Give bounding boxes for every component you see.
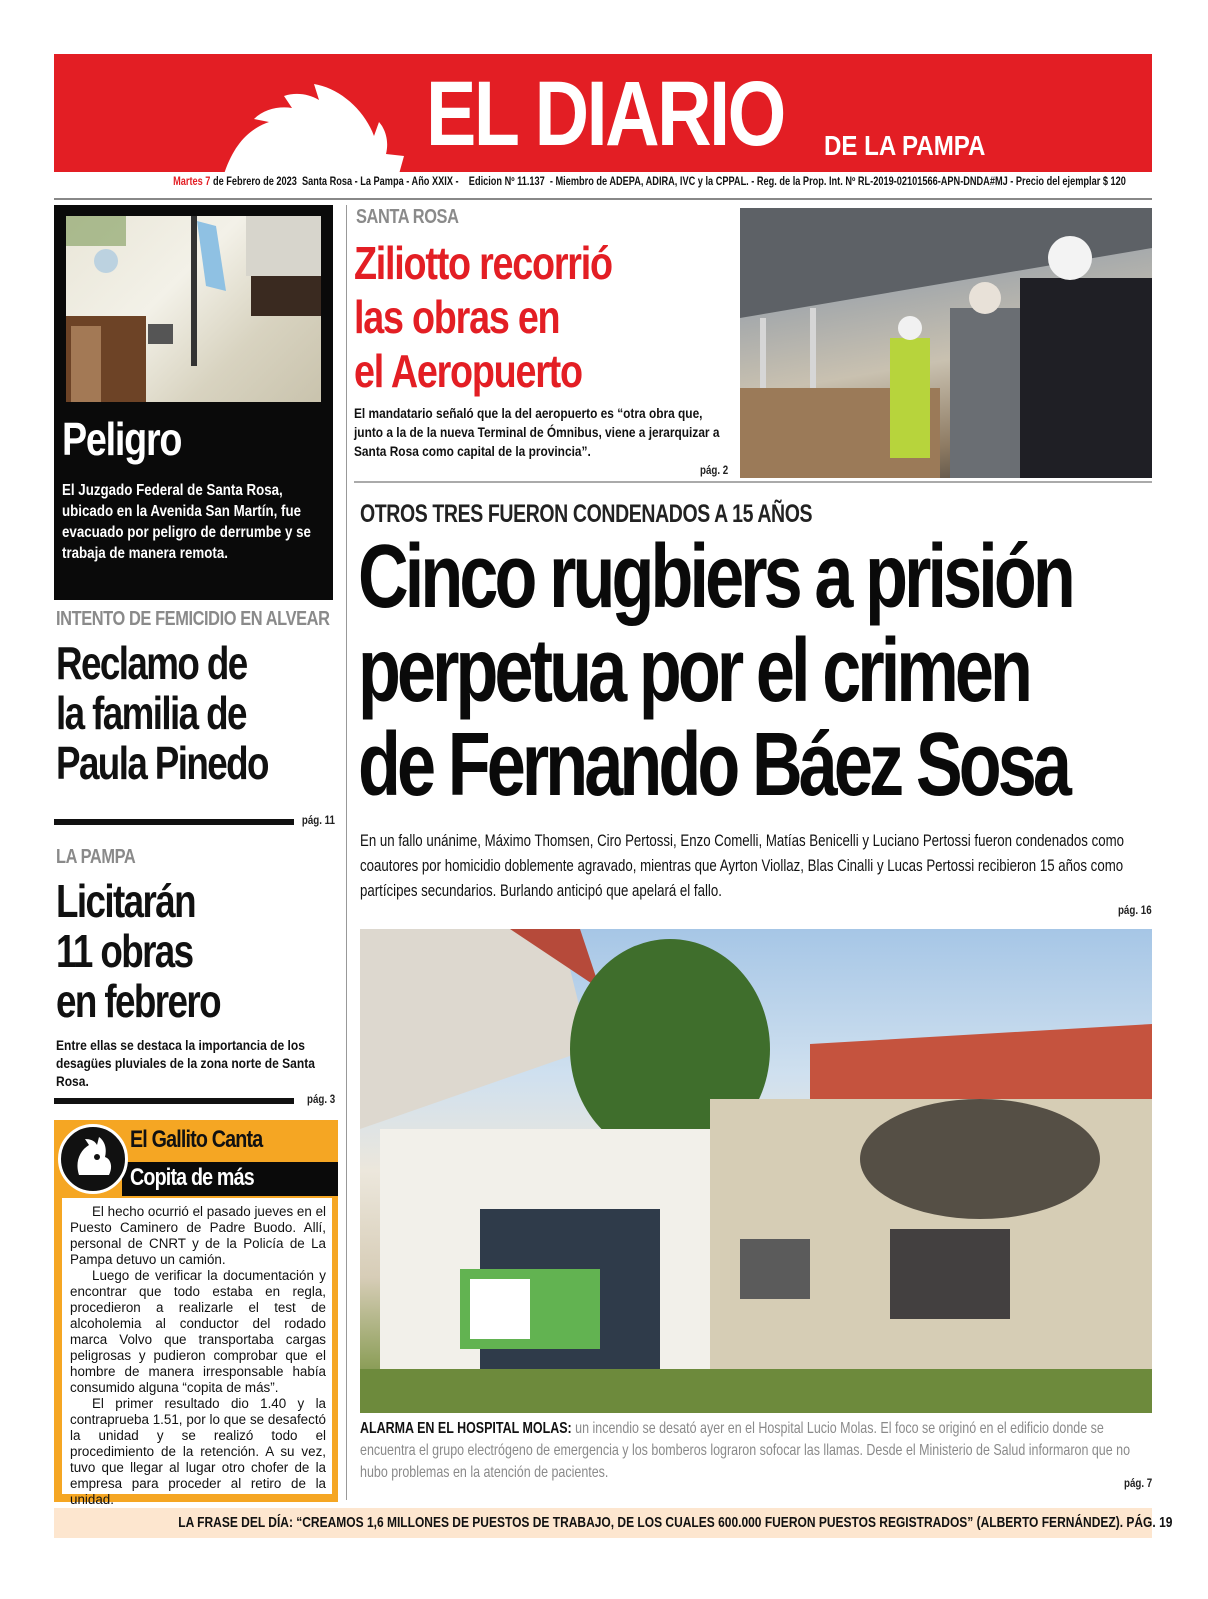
femicidio-page-link[interactable]: pág. 11 — [301, 815, 335, 827]
hospital-caption-lead: ALARMA EN EL HOSPITAL MOLAS: — [360, 1420, 572, 1437]
femicidio-headline-line: Reclamo de — [56, 637, 247, 689]
column-divider — [346, 205, 347, 1500]
main-headline[interactable] — [358, 527, 1072, 815]
ziliotto-page-link[interactable]: pág. 2 — [699, 465, 728, 477]
masthead-title: EL DIARIO — [426, 63, 784, 165]
hospital-caption — [360, 1418, 1140, 1484]
licitaran-kicker: LA PAMPA — [56, 846, 136, 868]
hospital-page-link[interactable]: pág. 7 — [1123, 1478, 1152, 1490]
ziliotto-headline-line: Ziliotto recorrió — [354, 237, 612, 289]
licitaran-headline-line: 11 obras — [56, 925, 193, 977]
issue-edition: Edicion Nº 11.137 — [468, 176, 545, 188]
gallito-paragraph: El primer resultado dio 1.40 y la contraprueba 1.51, por lo que se desafectó la unidad y se realizó todo el procedimiento de la retención. A su vez, tuvo que llegar al lugar otro chofer de la empresa para proceder al retiro de la unidad. — [70, 1396, 326, 1507]
femicidio-kicker: INTENTO DE FEMICIDIO EN ALVEAR — [56, 608, 330, 630]
ziliotto-kicker: SANTA ROSA — [356, 206, 459, 228]
femicidio-headline-line: la familia de — [56, 687, 246, 739]
gallito-paragraph: El hecho ocurrió el pasado jueves en el Puesto Caminero de Padre Buodo. Allí, personal de CNRT y de la Policía de La Pampa detuvo un camión. — [70, 1204, 326, 1267]
issue-location: Santa Rosa - La Pampa - Año XXIX - — [301, 176, 459, 188]
femicidio-headline[interactable] — [56, 638, 268, 788]
building-facade-icon — [66, 216, 321, 402]
ziliotto-headline-line: el Aeropuerto — [354, 345, 582, 397]
main-page-link[interactable]: pág. 16 — [1118, 905, 1152, 917]
licitaran-headline[interactable] — [56, 876, 220, 1026]
licitaran-page-link[interactable]: pág. 3 — [306, 1094, 335, 1106]
femicidio-headline-line: Paula Pinedo — [56, 737, 268, 789]
gallito-title: El Gallito Canta — [130, 1126, 263, 1153]
gallito-subtitle[interactable]: Copita de más — [130, 1164, 254, 1191]
issue-info-line — [54, 176, 1152, 196]
femicidio-rule — [54, 819, 294, 825]
main-summary: En un fallo unánime, Máximo Thomsen, Ciro Pertossi, Enzo Comelli, Matías Benicelli y Luciano Pertossi fueron condenados como coautores por homicidio doblemente agravado, mientras que Ayrton Viollaz, Blas Cinalli y Lucas Pertossi recibieron 15 años como partícipes secundarios. Burlando anticipó que apelará el fallo. — [360, 831, 1125, 900]
ziliotto-divider — [354, 481, 1152, 483]
issue-membership: - Miembro de ADEPA, ADIRA, IVC y la CPPAL. - Reg. de la Prop. Int. Nº RL-2019-02101566-APN-DNDA#MJ - Precio del ejemplar $ 120 — [549, 176, 1126, 188]
top-divider — [54, 198, 1152, 200]
masthead — [54, 54, 1152, 172]
ziliotto-headline-line: las obras en — [354, 291, 560, 343]
main-headline-line: de Fernando Báez Sosa — [358, 715, 1069, 815]
ziliotto-headline[interactable] — [354, 236, 612, 398]
licitaran-headline-line: Licitarán — [56, 875, 195, 927]
hospital-fire-image-icon — [360, 929, 1152, 1413]
main-headline-line: perpetua por el crimen — [358, 621, 1030, 721]
rooster-logo-icon — [214, 74, 404, 172]
hospital-photo[interactable] — [360, 929, 1152, 1413]
issue-date-day: Martes 7 — [173, 176, 211, 188]
licitaran-summary: Entre ellas se destaca la importancia de los desagües pluviales de la zona norte de Santa Rosa. — [56, 1037, 315, 1089]
peligro-photo[interactable] — [66, 216, 321, 402]
airport-visit-image-icon — [740, 208, 1152, 478]
ziliotto-photo[interactable] — [740, 208, 1152, 478]
main-headline-line: Cinco rugbiers a prisión — [358, 527, 1072, 627]
licitaran-headline-line: en febrero — [56, 975, 220, 1027]
gallito-article — [70, 1204, 326, 1508]
ziliotto-summary: El mandatario señaló que la del aeropuerto es “otra obra que, junto a la de la nueva Terminal de Ómnibus, viene a jerarquizar a Santa Rosa como capital de la provincia”. — [354, 405, 720, 459]
frase-del-dia — [54, 1514, 1173, 1531]
main-kicker: OTROS TRES FUERON CONDENADOS A 15 AÑOS — [360, 500, 813, 528]
peligro-summary: El Juzgado Federal de Santa Rosa, ubicado en la Avenida San Martín, fue evacuado por peligro de derrumbe y se trabaja de manera remota. — [62, 482, 311, 562]
gallito-paragraph: Luego de verificar la documentación y encontrar que todo estaba en regla, procedieron a realizarle el test de alcoholemia al conductor del rodado marca Volvo que transportaba cargas peligrosas y pudieron comprobar que el hombre de manera irresponsable había consumido alguna “copita de más”. — [70, 1268, 326, 1395]
rooster-icon — [58, 1124, 128, 1194]
licitaran-rule — [54, 1098, 294, 1104]
masthead-subtitle: DE LA PAMPA — [824, 130, 986, 161]
frase-del-dia-text: LA FRASE DEL DÍA: “CREAMOS 1,6 MILLONES DE PUESTOS DE TRABAJO, DE LOS CUALES 600.000 FUERON PUESTOS REGISTRADOS” (ALBERTO FERNÁNDEZ). PÁG. 19 — [178, 1514, 1173, 1531]
issue-date: de Febrero de 2023 — [212, 176, 297, 188]
peligro-headline[interactable]: Peligro — [62, 413, 182, 465]
hospital-caption-text: un incendio se desató ayer en el Hospital Lucio Molas. El foco se originó en el edificio donde se encuentra el grupo electrógeno de emergencia y los bomberos lograron sofocar las llamas. Desde el Ministerio de Salud informaron que no hubo problemas en la atención de pacientes. — [360, 1420, 1131, 1481]
